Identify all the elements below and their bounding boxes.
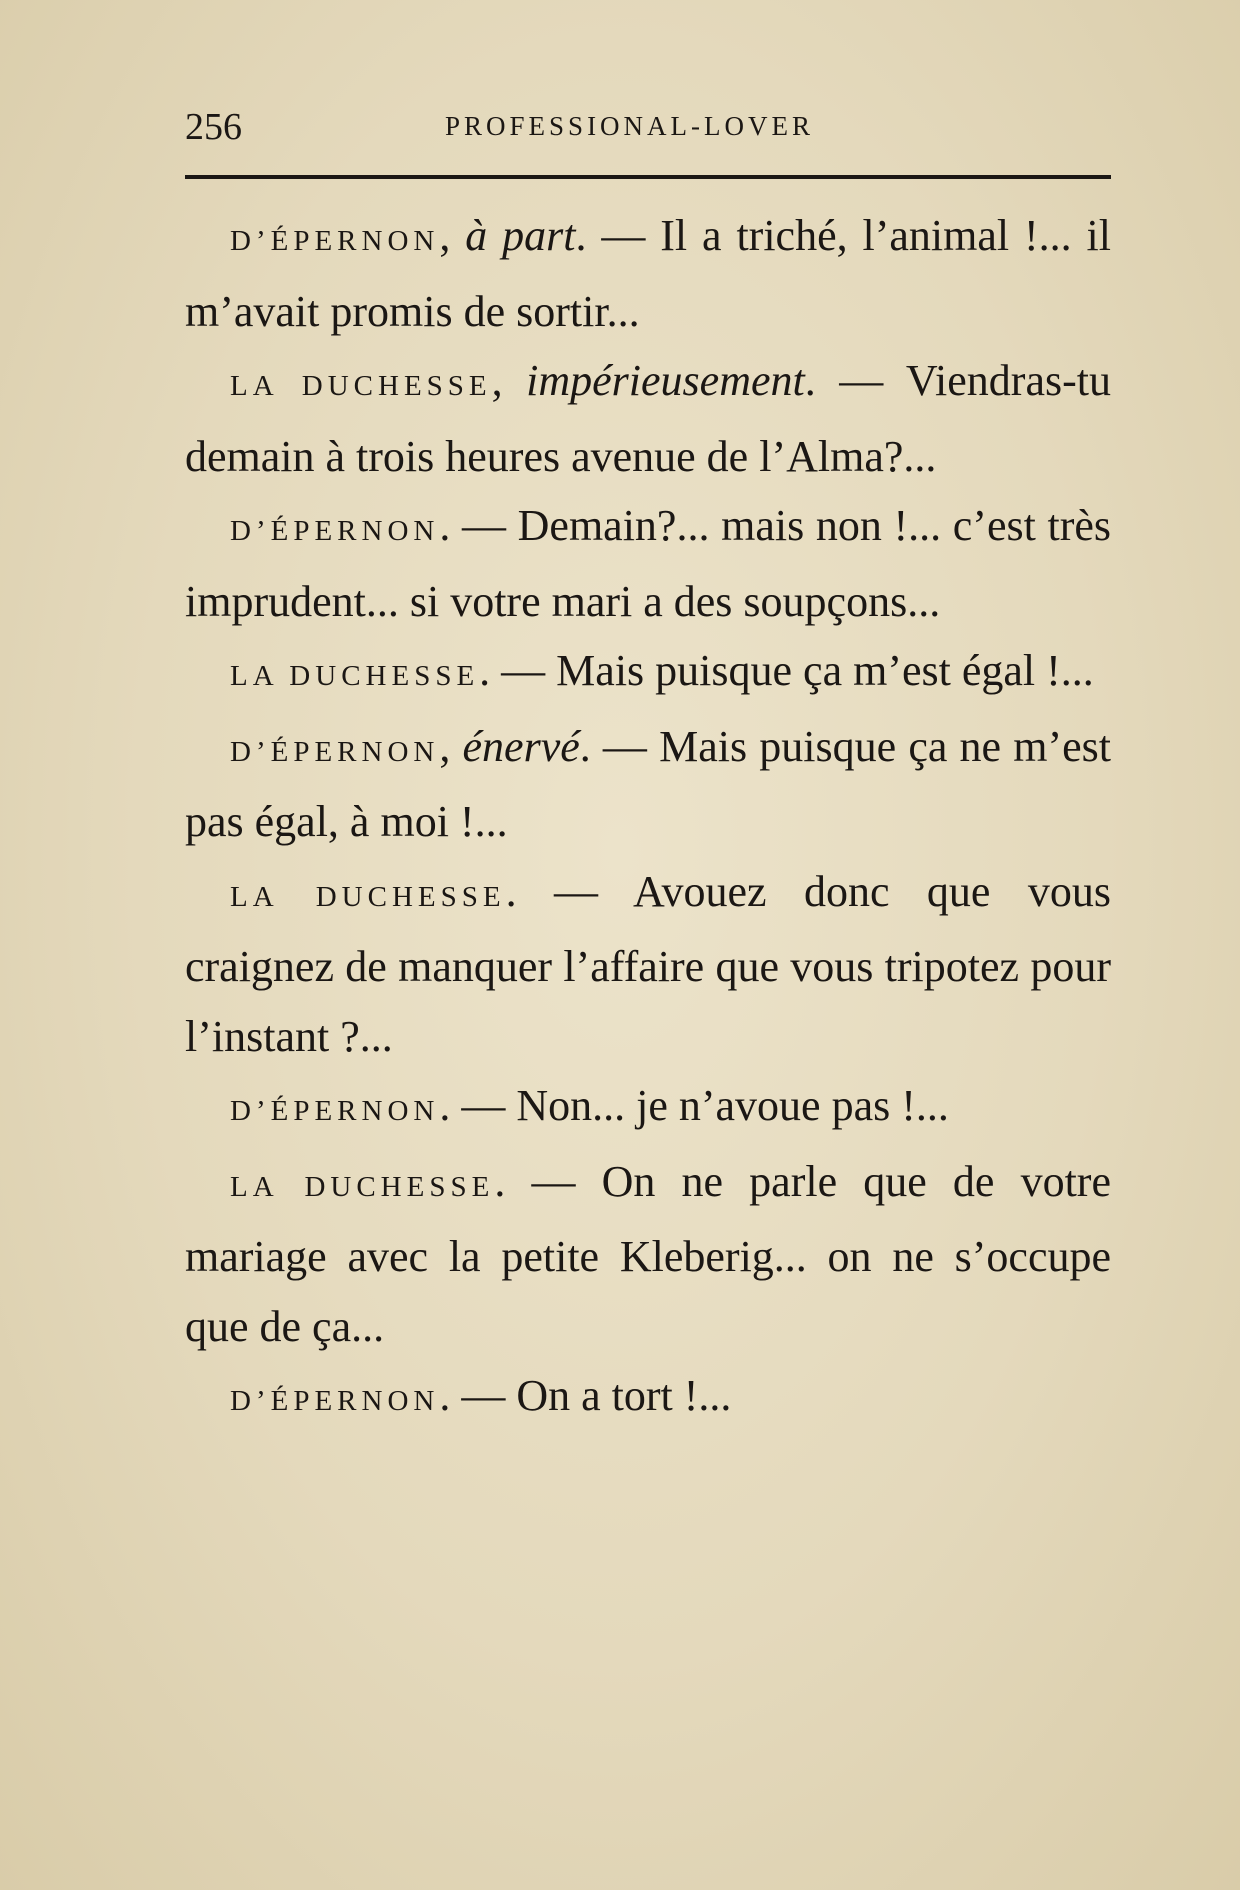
speaker-name: LA DUCHESSE — [230, 880, 506, 913]
speaker-name: D’ÉPERNON — [230, 225, 440, 257]
dialogue-text: Mais puisque ça m’est égal !... — [556, 646, 1094, 695]
speaker-name: D’ÉPERNON — [230, 1095, 440, 1127]
dialogue-text: On ne parle que de votre mariage avec la petite Kleberig... on ne s’occupe que de ça... — [185, 1156, 1111, 1351]
speaker-name: LA DUCHESSE — [230, 660, 480, 692]
dialogue-text: Non... je n’avoue pas !... — [516, 1081, 949, 1130]
dialogue-line: D’ÉPERNON. — On a tort !... — [230, 1371, 732, 1420]
dialogue-line: LA DUCHESSE, impérieusement. — Viendras-tu demain à trois heures avenue de l’Alma?... — [185, 356, 1111, 481]
dialogue-line: D’ÉPERNON, à part. — Il a triché, l’animal !... il m’avait promis de sortir... — [185, 211, 1111, 336]
running-title: PROFESSIONAL-LOVER — [445, 111, 815, 141]
dialogue-line: LA DUCHESSE. — Mais puisque ça m’est égal !... — [230, 646, 1094, 695]
dialogue-line: D’ÉPERNON, énervé. — Mais puisque ça ne m’est pas égal, à moi !... — [185, 721, 1112, 846]
dialogue-text: Il a triché, l’animal !... il m’avait promis de sortir... — [185, 211, 1111, 336]
book-page — [185, 95, 1111, 1437]
stage-direction: à part — [465, 211, 576, 260]
dialogue-line: D’ÉPERNON. — Demain?... mais non !... c’est très imprudent... si votre mari a des soupçons... — [185, 501, 1112, 626]
header-rule — [185, 175, 1111, 179]
dialogue-text: Demain?... mais non !... c’est très imprudent... si votre mari a des soupçons... — [185, 501, 1112, 626]
dialogue-text: Mais puisque ça ne m’est pas égal, à moi !... — [185, 721, 1112, 846]
speaker-name: LA DUCHESSE — [230, 1170, 495, 1203]
running-head — [185, 95, 1111, 155]
stage-direction: énervé — [462, 721, 580, 771]
speaker-name: D’ÉPERNON — [230, 515, 440, 547]
dialogue-text: Viendras-tu demain à trois heures avenue de l’Alma?... — [185, 356, 1111, 481]
dialogue-line: D’ÉPERNON. — Non... je n’avoue pas !... — [230, 1081, 949, 1130]
dialogue-line: LA DUCHESSE. — Avouez donc que vous craignez de manquer l’affaire que vous tripotez pour l’instant ?... — [185, 866, 1112, 1061]
speaker-name: LA DUCHESSE — [230, 370, 492, 402]
speaker-name: D’ÉPERNON — [230, 735, 440, 768]
dialogue-text: Avouez donc que vous craignez de manquer l’affaire que vous tripotez pour l’instant ?... — [185, 866, 1112, 1061]
speaker-name: D’ÉPERNON — [230, 1385, 440, 1417]
dialogue — [185, 201, 1111, 1437]
stage-direction: impérieusement — [526, 356, 805, 405]
dialogue-text: On a tort !... — [516, 1371, 732, 1420]
page-number: 256 — [185, 106, 242, 148]
dialogue-line: LA DUCHESSE. — On ne parle que de votre mariage avec la petite Kleberig... on ne s’occupe que de ça... — [185, 1156, 1111, 1351]
